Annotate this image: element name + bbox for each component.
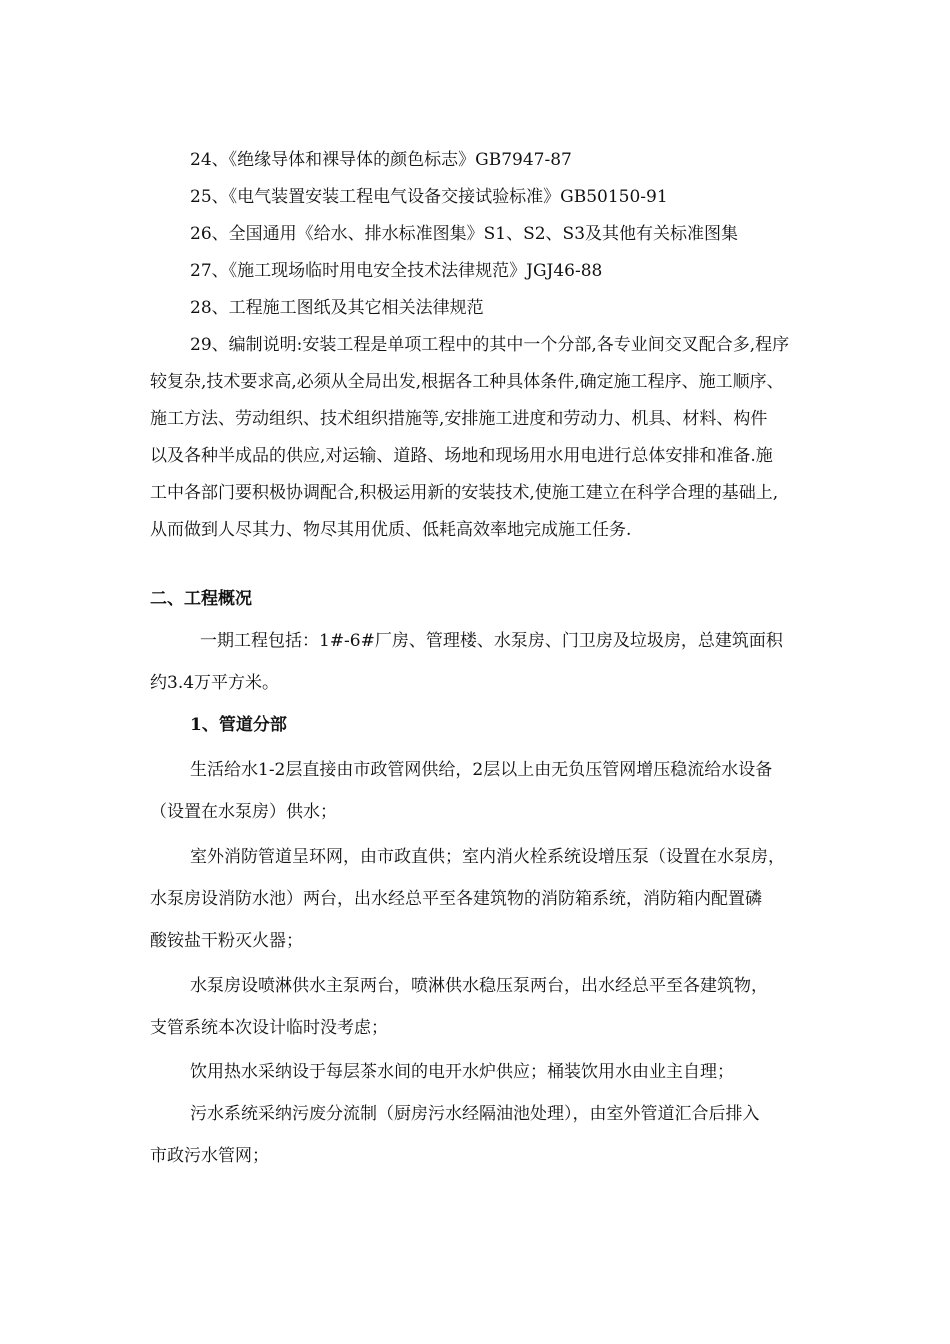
pipe-paragraph-line: （设置在水泵房）供水；	[150, 802, 337, 822]
note-line: 工中各部门要积极协调配合,积极运用新的安装技术,使施工建立在科学合理的基础上,	[150, 483, 779, 503]
reference-item-26: 26、全国通用《给水、排水标准图集》S1、S2、S3及其他有关标准图集	[190, 224, 739, 244]
note-line: 施工方法、劳动组织、技术组织措施等,安排施工进度和劳动力、机具、材料、构件	[150, 409, 768, 429]
overview-line: 约3.4万平方米。	[150, 673, 280, 693]
reference-item-28: 28、工程施工图纸及其它相关法律规范	[190, 298, 484, 318]
section-heading: 二、工程概况	[150, 589, 252, 609]
subsection-heading: 1、管道分部	[190, 715, 287, 735]
reference-item-24: 24、《绝缘导体和裸导体的颜色标志》GB7947-87	[190, 150, 572, 170]
pipe-paragraph-line: 生活给水1-2层直接由市政管网供给，2层以上由无负压管网增压稳流给水设备	[190, 760, 773, 780]
pipe-paragraph-line: 饮用热水采纳设于每层茶水间的电开水炉供应；桶装饮用水由业主自理；	[190, 1062, 734, 1082]
pipe-paragraph-line: 支管系统本次设计临时没考虑；	[150, 1018, 388, 1038]
note-line: 较复杂,技术要求高,必须从全局出发,根据各工种具体条件,确定施工程序、施工顺序、	[150, 372, 784, 392]
pipe-paragraph-line: 水泵房设喷淋供水主泵两台，喷淋供水稳压泵两台，出水经总平至各建筑物，	[190, 976, 768, 996]
pipe-paragraph-line: 污水系统采纳污废分流制（厨房污水经隔油池处理），由室外管道汇合后排入	[190, 1104, 760, 1124]
pipe-paragraph-line: 室外消防管道呈环网，由市政直供；室内消火栓系统设增压泵（设置在水泵房，	[190, 847, 785, 867]
reference-item-25: 25、《电气装置安装工程电气设备交接试验标准》GB50150-91	[190, 187, 668, 207]
note-line: 从而做到人尽其力、物尽其用优质、低耗高效率地完成施工任务.	[150, 520, 632, 540]
pipe-paragraph-line: 酸铵盐干粉灭火器；	[150, 931, 303, 951]
note-line: 以及各种半成品的供应,对运输、道路、场地和现场用水用电进行总体安排和准备.施	[150, 446, 773, 466]
pipe-paragraph-line: 水泵房设消防水池）两台，出水经总平至各建筑物的消防箱系统，消防箱内配置磷	[150, 889, 762, 909]
overview-line: 一期工程包括：1#-6#厂房、管理楼、水泵房、门卫房及垃圾房，总建筑面积	[200, 631, 783, 651]
pipe-paragraph-line: 市政污水管网；	[150, 1146, 269, 1166]
reference-item-27: 27、《施工现场临时用电安全技术法律规范》JGJ46-88	[190, 261, 603, 281]
note-line: 29、编制说明:安装工程是单项工程中的其中一个分部,各专业间交叉配合多,程序	[190, 335, 790, 355]
